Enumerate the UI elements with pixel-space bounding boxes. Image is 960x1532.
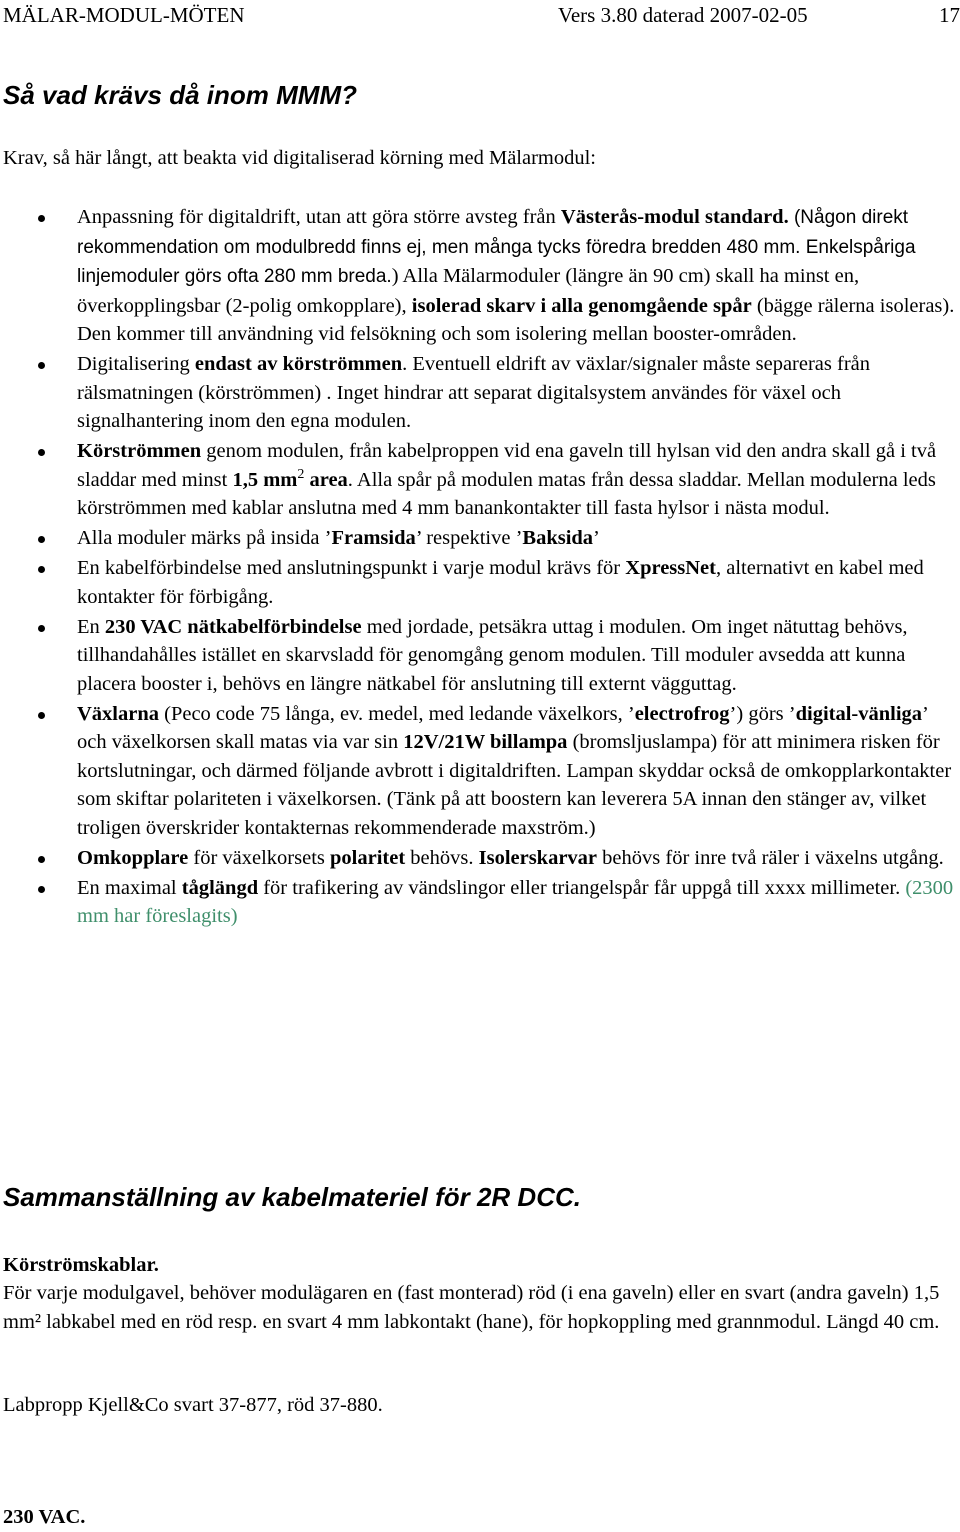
list-item: Växlarna (Peco code 75 långa, ev. medel, med ledande växelkors, ’electrofrog’) görs ’digital-vänliga’ och växelkorsen skall matas via var sin 12V/21W billampa (bromsljuslampa) för att minimera risken för kortslutningar, och därmed följande avbrott i digitaldriften. Lampan skyddar också de omkopplarkontakter som skiftar polariteten i växelkorsen. (Tänk på att boostern kan leverera 5A innan den stänger av, vilket troligen överskrider kontakternas rekommenderade maxström.): [0, 700, 958, 843]
subheading-korstromskablar: Körströmskablar.: [3, 1254, 159, 1276]
section-heading-kabelmateriel: Sammanställning av kabelmateriel för 2R DCC.: [3, 1182, 581, 1212]
list-item: Digitalisering endast av körströmmen. Eventuell eldrift av växlar/signaler måste separeras från rälsmatningen (körströmmen) . Inget hindrar att separat digitalsystem användes för växel och signalhantering inom den egna modulen.: [0, 350, 958, 436]
list-item: En 230 VAC nätkabelförbindelse med jordade, petsäkra uttag i modulen. Om inget nätuttag behövs, tillhandahålles istället en skarvsladd för genomgång genom modulen. Till moduler avsedda att kunna placera booster i, behövs en längre nätkabel för anslutning till externt vägguttag.: [0, 613, 958, 699]
requirements-list: [0, 203, 958, 932]
cable-paragraph: För varje modulgavel, behöver modulägaren en (fast monterad) röd (i ena gaveln) eller en svart (andra gaveln) 1,5 mm² labkabel med en röd resp. en svart 4 mm labkontakt (hane), för hopkoppling med grannmodul. Längd 40 cm.: [3, 1282, 940, 1333]
list-item: Anpassning för digitaldrift, utan att göra större avsteg från Västerås-modul standard. (Någon direkt rekommendation om modulbredd finns ej, men många tycks föredra bredden 480 mm. Enkelspåriga linjemoduler görs ofta 280 mm breda.) Alla Mälarmoduler (längre än 90 cm) skall ha minst en, överkopplingsbar (2-polig omkopplare), isolerad skarv i alla genomgående spår (bägge rälerna isoleras). Den kommer till användning vid felsökning och som isolering mellan booster-områden.: [0, 203, 958, 349]
subheading-230vac: 230 VAC.: [3, 1506, 86, 1528]
list-item: Omkopplare för växelkorsets polaritet behövs. Isolerskarvar behövs för inre två räler i växelns utgång.: [0, 844, 958, 873]
list-item: Alla moduler märks på insida ’Framsida’ respektive ’Baksida’: [0, 524, 958, 553]
page-header: [3, 3, 960, 31]
header-title: MÄLAR-MODUL-MÖTEN: [3, 3, 245, 27]
intro-paragraph: Krav, så här långt, att beakta vid digitaliserad körning med Mälarmodul:: [3, 147, 596, 169]
labpropp-line: Labpropp Kjell&Co svart 37-877, röd 37-880.: [3, 1394, 383, 1416]
list-item: En maximal tåglängd för trafikering av vändslingor eller triangelspår får uppgå till xxxx millimeter. (2300 mm har föreslagits): [0, 874, 958, 931]
list-item: En kabelförbindelse med anslutningspunkt i varje modul krävs för XpressNet, alternativt en kabel med kontakter för förbigång.: [0, 554, 958, 611]
header-version: Vers 3.80 daterad 2007-02-05: [558, 3, 808, 27]
header-page-number: 17: [939, 3, 960, 27]
section-heading-mmm: Så vad krävs då inom MMM?: [3, 80, 357, 110]
list-item: Körströmmen genom modulen, från kabelproppen vid ena gaveln till hylsan vid den andra skall gå i två sladdar med minst 1,5 $mm^2$ area. Alla spår på modulen matas från dessa sladdar. Mellan modulerna leds körströmmen med kablar anslutna med 4 mm banankontakter till fasta hylsor i nästa modul.: [0, 437, 958, 523]
